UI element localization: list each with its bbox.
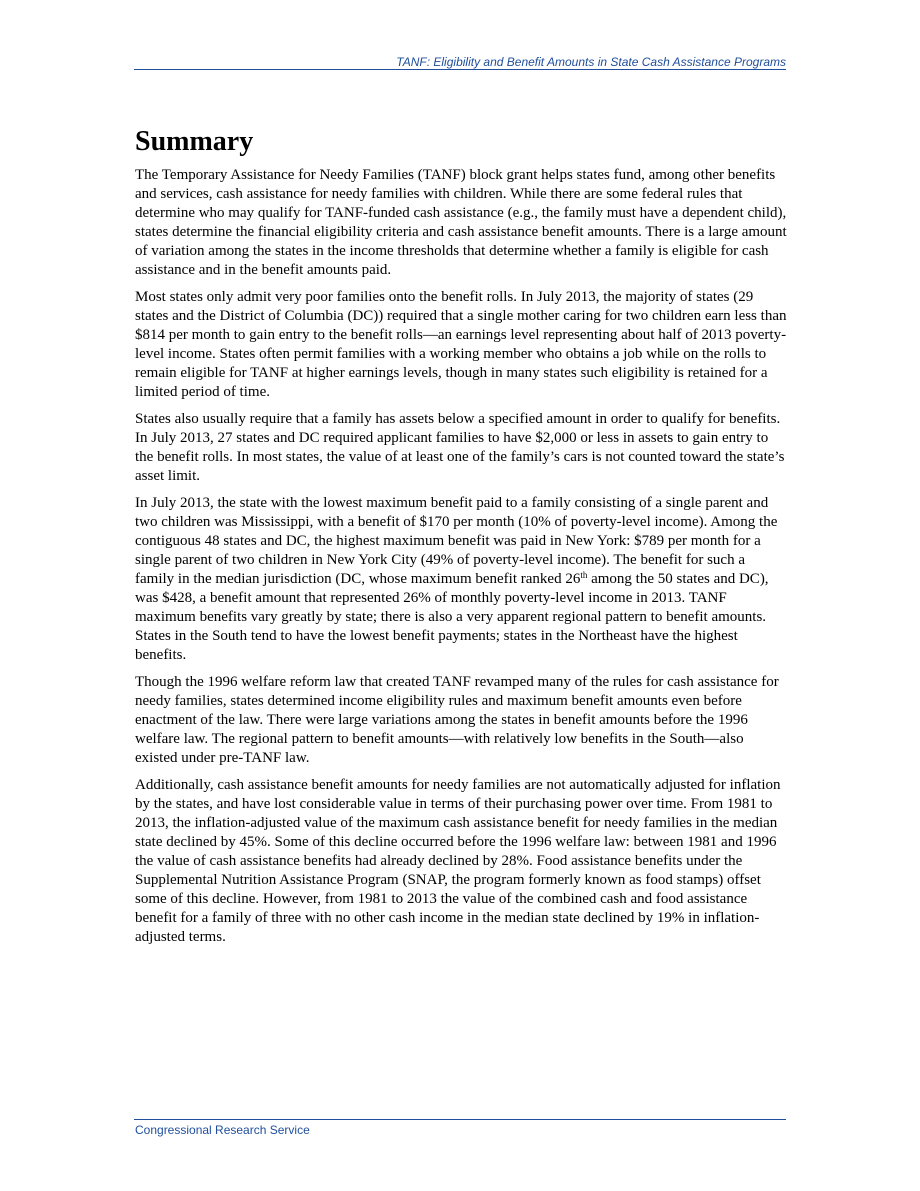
header-rule xyxy=(134,69,786,70)
summary-section xyxy=(135,124,787,955)
footer-rule xyxy=(134,1119,786,1120)
paragraph-3: States also usually require that a family has assets below a specified amount in order to qualify for benefits. In July 2013, 27 states and DC required applicant families to have $2,000 or less in assets to gain entry to the benefit rolls. In most states, the value of at least one of the family’s cars is not counted toward the state’s asset limit. xyxy=(135,411,785,484)
running-header: TANF: Eligibility and Benefit Amounts in State Cash Assistance Programs xyxy=(396,55,786,69)
paragraph-4-text-b: among the 50 states and DC), was $428, a benefit amount that represented 26% of monthly poverty-level income in 2013. TANF maximum benefits vary greatly by state; there is also a very apparent regional pattern to benefit amounts. States in the South tend to have the lowest benefit payments; states in the Northeast have the highest benefits. xyxy=(135,571,769,663)
paragraph-4-text-a: In July 2013, the state with the lowest maximum benefit paid to a family consisting of a single parent and two children was Mississippi, with a benefit of $170 per month (10% of poverty-level income). Among the contiguous 48 states and DC, the highest maximum benefit was paid in New York: $789 per month for a single parent of two children in New York City (49% of poverty-level income). The benefit for such a family in the median jurisdiction (DC, whose maximum benefit ranked 26 xyxy=(135,495,778,587)
ordinal-superscript: th xyxy=(580,570,588,580)
paragraph-2: Most states only admit very poor families onto the benefit rolls. In July 2013, the majority of states (29 states and the District of Columbia (DC)) required that a single mother caring for two children earn less than $814 per month to gain entry to the benefit rolls—an earnings level representing about half of 2013 poverty-level income. States often permit families with a working member who obtains a job while on the rolls to remain eligible for TANF at higher earnings levels, though in many states such eligibility is retained for a limited period of time. xyxy=(135,289,787,400)
running-footer: Congressional Research Service xyxy=(135,1123,310,1137)
paragraph-4 xyxy=(135,494,787,665)
section-title: Summary xyxy=(135,126,254,157)
paragraph-1: The Temporary Assistance for Needy Families (TANF) block grant helps states fund, among other benefits and services, cash assistance for needy families with children. While there are some federal rules that determine who may qualify for TANF-funded cash assistance (e.g., the family must have a dependent child), states determine the financial eligibility criteria and cash assistance benefit amounts. There is a large amount of variation among the states in the income thresholds that determine whether a family is eligible for cash assistance and in the benefit amounts paid. xyxy=(135,167,787,278)
paragraph-6: Additionally, cash assistance benefit amounts for needy families are not automatically adjusted for inflation by the states, and have lost considerable value in terms of their purchasing power over time. From 1981 to 2013, the inflation-adjusted value of the maximum cash assistance benefit for needy families in the median state declined by 45%. Some of this decline occurred before the 1996 welfare law: between 1981 and 1996 the value of cash assistance benefits had already declined by 28%. Food assistance benefits under the Supplemental Nutrition Assistance Program (SNAP, the program formerly known as food stamps) offset some of this decline. However, from 1981 to 2013 the value of the combined cash and food assistance benefit for a family of three with no other cash income in the median state declined by 19% in inflation-adjusted terms. xyxy=(135,777,781,945)
paragraph-5: Though the 1996 welfare reform law that created TANF revamped many of the rules for cash assistance for needy families, states determined income eligibility rules and maximum benefit amounts even before enactment of the law. There were large variations among the states in benefit amounts before the 1996 welfare law. The regional pattern to benefit amounts—with relatively low benefits in the South—also existed under pre-TANF law. xyxy=(135,674,779,766)
